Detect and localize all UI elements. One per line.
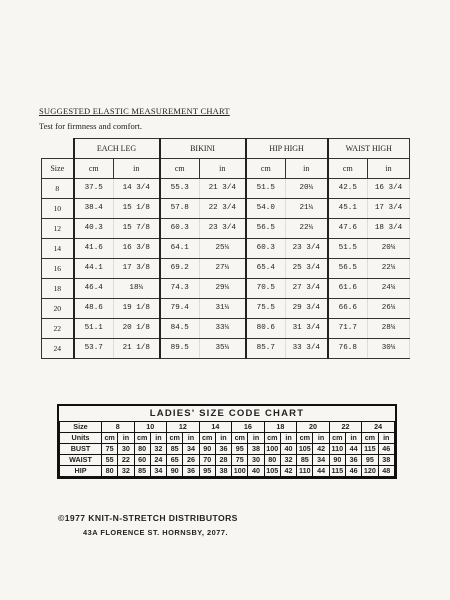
in-value-cell: 21¼ [286,198,328,218]
size-header-cell: 24 [362,422,395,433]
cm-value-cell: 65 [167,455,183,466]
unit-header: in [286,158,328,178]
table-row [42,338,410,358]
corner-cell [42,139,74,159]
cm-value-cell: 80 [102,466,118,477]
in-value-cell: 48 [378,466,394,477]
in-value-cell: 20 1/8 [114,318,160,338]
cm-value-cell: 55.3 [160,178,200,198]
size-header-cell: 14 [199,422,232,433]
measurement-label: HIP [60,466,102,477]
ladies-size-chart [57,404,397,479]
in-value-cell: 24¼ [368,278,410,298]
cm-value-cell: 95 [199,466,215,477]
cm-value-cell: 80 [264,455,280,466]
cm-value-cell: 95 [362,455,378,466]
elastic-chart-title: SUGGESTED ELASTIC MEASUREMENT CHART [39,106,230,116]
in-value-cell: 29¼ [200,278,246,298]
in-value-cell: 34 [183,444,199,455]
unit-header: in [200,158,246,178]
table-row [42,258,410,278]
size-cell: 16 [42,258,74,278]
unit-cell: in [118,433,134,444]
in-value-cell: 17 3/8 [114,258,160,278]
unit-cell: cm [362,433,378,444]
cm-value-cell: 110 [329,444,345,455]
cm-value-cell: 74.3 [160,278,200,298]
cm-value-cell: 85 [297,455,313,466]
ladies-size-table [59,421,395,477]
unit-cell: cm [134,433,150,444]
unit-cell: in [248,433,264,444]
in-value-cell: 16 3/8 [114,238,160,258]
cm-value-cell: 100 [232,466,248,477]
in-value-cell: 30¼ [368,338,410,358]
in-value-cell: 32 [118,466,134,477]
in-value-cell: 14 3/4 [114,178,160,198]
unit-cell: in [280,433,296,444]
unit-cell: in [183,433,199,444]
size-cell: 22 [42,318,74,338]
cm-value-cell: 120 [362,466,378,477]
size-cell: 18 [42,278,74,298]
cm-value-cell: 80 [134,444,150,455]
in-value-cell: 29 3/4 [286,298,328,318]
size-cell: 10 [42,198,74,218]
in-value-cell: 20¼ [368,238,410,258]
cm-value-cell: 65.4 [246,258,286,278]
size-column-header: Size [42,158,74,178]
cm-value-cell: 100 [264,444,280,455]
cm-value-cell: 80.6 [246,318,286,338]
size-cell: 14 [42,238,74,258]
unit-cell: cm [264,433,280,444]
size-cell: 12 [42,218,74,238]
cm-value-cell: 51.5 [246,178,286,198]
cm-value-cell: 60.3 [246,238,286,258]
in-value-cell: 15 1/8 [114,198,160,218]
group-header: BIKINI [160,139,246,159]
in-value-cell: 26 [183,455,199,466]
unit-cell: cm [167,433,183,444]
in-value-cell: 36 [215,444,231,455]
cm-value-cell: 105 [264,466,280,477]
in-value-cell: 24 [150,455,166,466]
cm-value-cell: 90 [329,455,345,466]
cm-value-cell: 46.4 [74,278,114,298]
unit-cell: cm [199,433,215,444]
unit-header: cm [74,158,114,178]
size-cell: 8 [42,178,74,198]
group-header: EACH LEG [74,139,160,159]
cm-value-cell: 89.5 [160,338,200,358]
cm-value-cell: 51.5 [328,238,368,258]
cm-value-cell: 90 [167,466,183,477]
unit-cell: cm [297,433,313,444]
in-value-cell: 34 [150,466,166,477]
cm-value-cell: 57.8 [160,198,200,218]
in-value-cell: 22¼ [286,218,328,238]
cm-value-cell: 90 [199,444,215,455]
in-value-cell: 17 3/4 [368,198,410,218]
group-header: WAIST HIGH [328,139,410,159]
in-value-cell: 19 1/8 [114,298,160,318]
in-value-cell: 28 [215,455,231,466]
in-value-cell: 38 [215,466,231,477]
cm-value-cell: 38.4 [74,198,114,218]
table-row [42,238,410,258]
size-label: Size [60,422,102,433]
in-value-cell: 42 [280,466,296,477]
size-header-cell: 16 [232,422,265,433]
table-row [42,318,410,338]
in-value-cell: 21 3/4 [200,178,246,198]
cm-value-cell: 37.5 [74,178,114,198]
in-value-cell: 31 3/4 [286,318,328,338]
unit-cell: in [313,433,329,444]
size-header-cell: 10 [134,422,167,433]
in-value-cell: 32 [280,455,296,466]
cm-value-cell: 45.1 [328,198,368,218]
table-row [60,455,395,466]
cm-value-cell: 85.7 [246,338,286,358]
cm-value-cell: 84.5 [160,318,200,338]
cm-value-cell: 60 [134,455,150,466]
cm-value-cell: 53.7 [74,338,114,358]
in-value-cell: 28¼ [368,318,410,338]
cm-value-cell: 115 [362,444,378,455]
unit-cell: cm [102,433,118,444]
in-value-cell: 22¼ [368,258,410,278]
copyright-notice: ©1977 KNIT-N-STRETCH DISTRIBUTORS [58,513,238,523]
cm-value-cell: 115 [329,466,345,477]
unit-cell: cm [232,433,248,444]
cm-value-cell: 75.5 [246,298,286,318]
in-value-cell: 15 7/8 [114,218,160,238]
in-value-cell: 22 [118,455,134,466]
in-value-cell: 18¼ [114,278,160,298]
units-label: Units [60,433,102,444]
size-header-cell: 22 [329,422,362,433]
in-value-cell: 27 3/4 [286,278,328,298]
cm-value-cell: 85 [134,466,150,477]
table-row [42,178,410,198]
unit-cell: in [345,433,361,444]
in-value-cell: 22 3/4 [200,198,246,218]
in-value-cell: 40 [280,444,296,455]
in-value-cell: 44 [313,466,329,477]
ladies-chart-title: LADIES' SIZE CODE CHART [149,408,305,419]
in-value-cell: 25¼ [200,238,246,258]
in-value-cell: 26¼ [368,298,410,318]
in-value-cell: 30 [118,444,134,455]
unit-header: in [114,158,160,178]
cm-value-cell: 95 [232,444,248,455]
cm-value-cell: 40.3 [74,218,114,238]
in-value-cell: 32 [150,444,166,455]
in-value-cell: 31¼ [200,298,246,318]
cm-value-cell: 76.8 [328,338,368,358]
size-header-cell: 18 [264,422,297,433]
cm-value-cell: 64.1 [160,238,200,258]
size-header-cell: 12 [167,422,200,433]
in-value-cell: 42 [313,444,329,455]
table-row [42,298,410,318]
in-value-cell: 18 3/4 [368,218,410,238]
cm-value-cell: 44.1 [74,258,114,278]
in-value-cell: 30 [248,455,264,466]
unit-header: in [368,158,410,178]
table-row [42,278,410,298]
cm-value-cell: 79.4 [160,298,200,318]
in-value-cell: 25 3/4 [286,258,328,278]
unit-cell: in [378,433,394,444]
address-line: 43A FLORENCE ST. HORNSBY, 2077. [83,528,229,537]
cm-value-cell: 70 [199,455,215,466]
in-value-cell: 33 3/4 [286,338,328,358]
unit-header: cm [160,158,200,178]
cm-value-cell: 42.5 [328,178,368,198]
elastic-measurement-table [41,138,410,359]
units-row [60,433,395,444]
size-header-cell: 20 [297,422,330,433]
in-value-cell: 23 3/4 [200,218,246,238]
cm-value-cell: 54.0 [246,198,286,218]
cm-value-cell: 71.7 [328,318,368,338]
unit-cell: cm [329,433,345,444]
sizes-row [60,422,395,433]
in-value-cell: 35¼ [200,338,246,358]
in-value-cell: 44 [345,444,361,455]
unit-cell: in [215,433,231,444]
cm-value-cell: 56.5 [328,258,368,278]
table-row [42,218,410,238]
elastic-chart-subtitle: Test for firmness and comfort. [39,121,143,131]
cm-value-cell: 110 [297,466,313,477]
cm-value-cell: 47.6 [328,218,368,238]
in-value-cell: 16 3/4 [368,178,410,198]
unit-cell: in [150,433,166,444]
in-value-cell: 46 [345,466,361,477]
table-row [42,198,410,218]
table-row [60,444,395,455]
in-value-cell: 20¼ [286,178,328,198]
size-header-cell: 8 [102,422,135,433]
cm-value-cell: 48.6 [74,298,114,318]
cm-value-cell: 66.6 [328,298,368,318]
cm-value-cell: 61.6 [328,278,368,298]
measurement-label: BUST [60,444,102,455]
table-row [60,466,395,477]
in-value-cell: 46 [378,444,394,455]
cm-value-cell: 70.5 [246,278,286,298]
in-value-cell: 38 [248,444,264,455]
cm-value-cell: 75 [102,444,118,455]
in-value-cell: 36 [345,455,361,466]
cm-value-cell: 69.2 [160,258,200,278]
cm-value-cell: 51.1 [74,318,114,338]
in-value-cell: 40 [248,466,264,477]
measurement-label: WAIST [60,455,102,466]
cm-value-cell: 41.6 [74,238,114,258]
unit-header: cm [328,158,368,178]
cm-value-cell: 85 [167,444,183,455]
size-cell: 24 [42,338,74,358]
cm-value-cell: 75 [232,455,248,466]
cm-value-cell: 55 [102,455,118,466]
in-value-cell: 33¼ [200,318,246,338]
in-value-cell: 38 [378,455,394,466]
size-cell: 20 [42,298,74,318]
in-value-cell: 34 [313,455,329,466]
cm-value-cell: 60.3 [160,218,200,238]
group-header: HIP HIGH [246,139,328,159]
cm-value-cell: 56.5 [246,218,286,238]
unit-header: cm [246,158,286,178]
in-value-cell: 27¼ [200,258,246,278]
in-value-cell: 21 1/8 [114,338,160,358]
in-value-cell: 23 3/4 [286,238,328,258]
cm-value-cell: 105 [297,444,313,455]
in-value-cell: 36 [183,466,199,477]
